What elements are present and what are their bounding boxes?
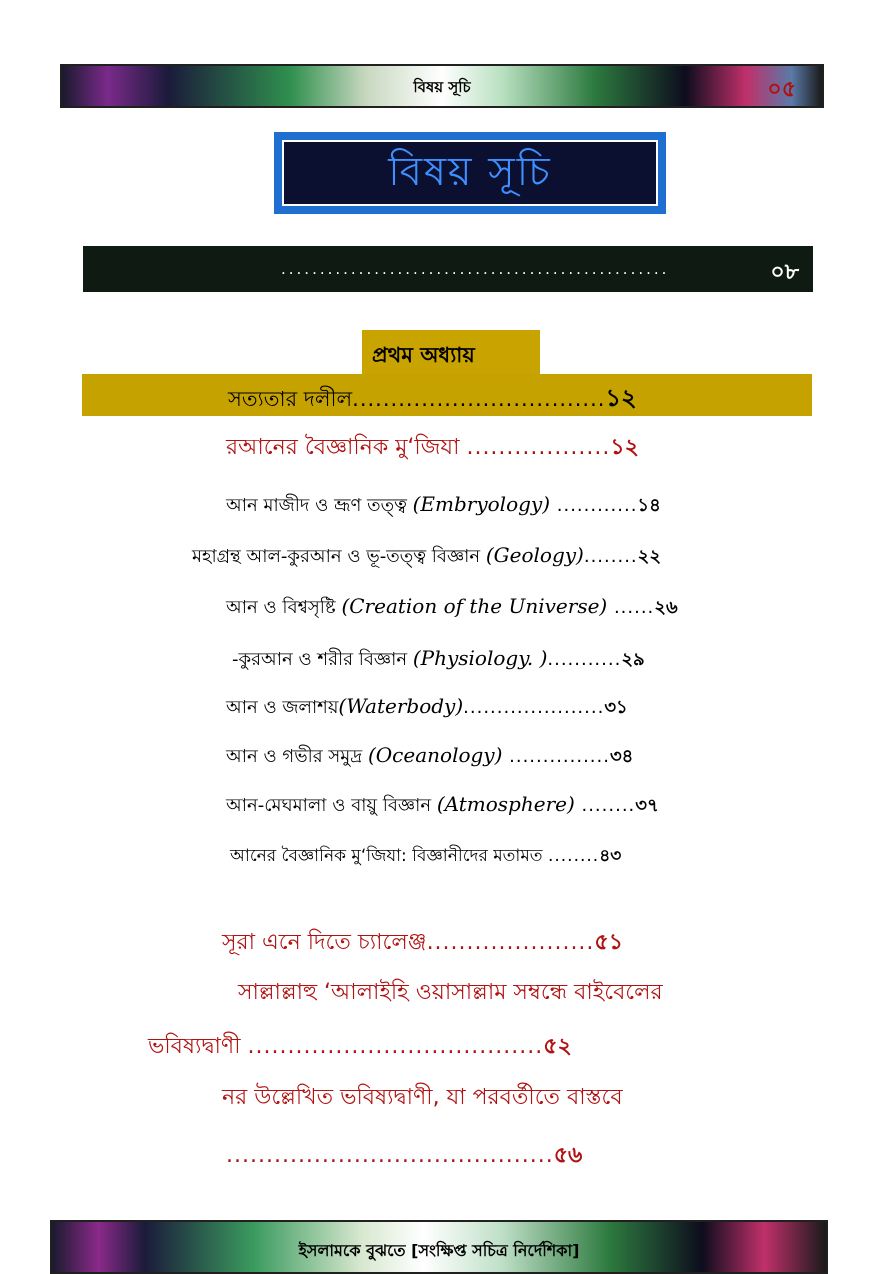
chapter-label: প্রথম অধ্যায় bbox=[372, 343, 475, 367]
toc-entry: নর উল্লেখিত ভবিষ্যদ্বাণী, যা পরবর্তীতে বাস্তবে bbox=[222, 1085, 623, 1110]
chapter-label-box bbox=[362, 330, 540, 374]
toc-entry: আনের বৈজ্ঞানিক মু‘জিযা: বিজ্ঞানীদের মতামত ........৪৩ bbox=[230, 846, 622, 866]
toc-entry: আন ও জলাশয়(Waterbody).....................৩১ bbox=[226, 694, 628, 718]
toc-entry: আন ও গভীর সমুদ্র (Oceanology) ...............৩৪ bbox=[226, 743, 634, 767]
toc-title: বিষয় সূচি bbox=[388, 148, 552, 195]
toc-entry: ভবিষ্যদ্বাণী .....................................৫২ bbox=[148, 1034, 572, 1059]
toc-entry: রআনের বৈজ্ঞানিক মু‘জিযা ..................১২ bbox=[226, 435, 639, 460]
page-number: ০৫ bbox=[767, 77, 796, 102]
toc-entry: আন-মেঘমালা ও বায়ু বিজ্ঞান (Atmosphere) ........৩৭ bbox=[226, 792, 659, 816]
footer-band bbox=[50, 1220, 828, 1274]
toc-entry: মহাগ্রন্থ আল-কুরআন ও ভূ-তত্ত্ব বিজ্ঞান (Geology)........২২ bbox=[192, 543, 662, 567]
toc-entry: সাল্লাল্লাহু ‘আলাইহি ওয়াসাল্লাম সম্বন্ধে বাইবেলের bbox=[238, 980, 663, 1005]
footer-title: ইসলামকে বুঝতে [সংক্ষিপ্ত সচিত্র নির্দেশিকা] bbox=[298, 1241, 580, 1260]
intro-dots: .................................................. bbox=[281, 260, 670, 278]
toc-title-box bbox=[274, 132, 666, 214]
intro-row bbox=[83, 246, 813, 292]
toc-entry: -কুরআন ও শরীর বিজ্ঞান (Physiology. )...........২৯ bbox=[232, 646, 645, 670]
toc-entry: আন মাজীদ ও ভ্রূণ তত্ত্ব (Embryology) ............১৪ bbox=[226, 492, 661, 516]
intro-page: ০৮ bbox=[770, 260, 799, 285]
header-title: বিষয় সূচি bbox=[413, 78, 471, 96]
toc-entry: সূরা এনে দিতে চ্যালেঞ্জ.....................৫১ bbox=[222, 930, 623, 955]
toc-entry: সত্যতার দলীল.................................১২ bbox=[228, 384, 637, 412]
header-band bbox=[60, 64, 824, 108]
toc-entry: .........................................৫৬ bbox=[226, 1143, 583, 1168]
toc-entry: আন ও বিশ্বসৃষ্টি (Creation of the Universe) ......২৬ bbox=[226, 594, 678, 618]
